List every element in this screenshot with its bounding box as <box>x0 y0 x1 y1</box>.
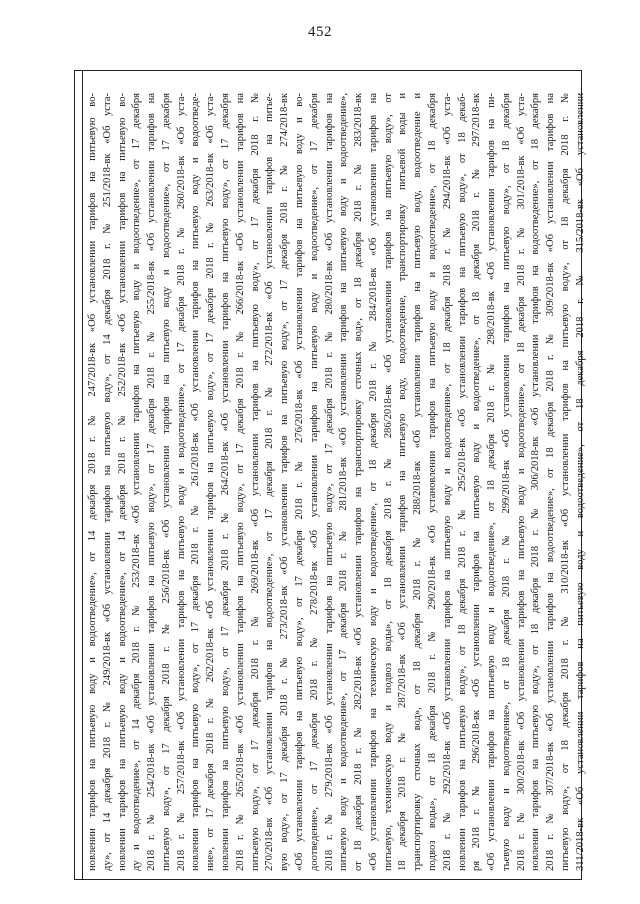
text-line: 2018 г. № 292/2018-вк «Об установлении тарифов на питьевую воду и водоотведение», от 18 декабря 2018 г. № 294/2018-вк «Об уста- <box>441 93 453 871</box>
text-line: вую воду», от 17 декабря 2018 г. № 273/2018-вк «Об установлении тарифов на питьевую воду», от 17 декабря 2018 г. № 274/2018-вк <box>279 93 291 871</box>
table-cell <box>83 71 586 879</box>
text-line: 2018 г. № 254/2018-вк «Об установлении тарифов на питьевую воду», от 17 декабря 2018 г. № 255/2018-вк «Об установлении тарифов на <box>146 93 158 871</box>
text-line: новлении тарифов на питьевую воду», от 17 декабря 2018 г. № 261/2018-вк «Об установлении тарифов на питьевую воду и водоотведе- <box>190 93 202 871</box>
text-line: 2018 г. № 265/2018-вк «Об установлении тарифов на питьевую воду», от 17 декабря 2018 г. № 266/2018-вк «Об установлении тарифов на <box>234 93 246 871</box>
text-line: 2018 г. № 307/2018-вк «Об установлении тарифов на водоотведение», от 18 декабря 2018 г. № 309/2018-вк «Об установлении тарифов на <box>545 93 557 871</box>
text-line: новлении тарифов на питьевую воду», от 17 декабря 2018 г. № 264/2018-вк «Об установлении тарифов на питьевую воду», от 17 декабря <box>220 93 232 871</box>
text-line: 2018 г. № 300/2018-вк «Об установлении тарифов на питьевую воду и водоотведение», от 18 декабря 2018 г. № 301/2018-вк «Об уста- <box>515 93 527 871</box>
rotated-paragraph <box>83 85 586 879</box>
text-line: новлении тарифов на питьевую воду и водоотведение», от 14 декабря 2018 г. № 252/2018-вк «Об установлении тарифов на питьевую во- <box>116 93 128 871</box>
table-frame <box>74 70 586 880</box>
text-line: «Об установлении тарифов на питьевую воду и водоотведение», от 18 декабря 2018 г. № 298/2018-вк «Об установлении тарифов на пи- <box>486 93 498 871</box>
text-line: питьевую воду», от 18 декабря 2018 г. № 310/2018-вк «Об установлении тарифов на питьевую воду», от 18 декабря 2018 г. № <box>560 93 571 871</box>
text-line: ние», от 17 декабря 2018 г. № 262/2018-вк «Об установлении тарифов на питьевую воду», от 17 декабря 2018 г. № 263/2018-вк «Об уста- <box>205 93 217 871</box>
text-line: «Об установлении тарифов на техническую воду и водоотведение», от 18 декабря 2018 г. № 284/2018-вк «Об установлении тарифов на <box>367 93 379 871</box>
page-number: 452 <box>308 24 332 40</box>
text-line: тьевую воду и водоотведение», от 18 декабря 2018 г. № 299/2018-вк «Об установлении тарифов на питьевую воду», от 18 декабря <box>500 93 512 871</box>
text-line: подвоз воды», от 18 декабря 2018 г. № 290/2018-вк «Об установлении тарифов на питьевую воду и водоотведение», от 18 декабря <box>426 93 438 871</box>
text-line: 270/2018-вк «Об установлении тарифов на водоотведение», от 17 декабря 2018 г. № 272/2018-вк «Об установлении тарифов на питье- <box>264 93 276 871</box>
table-left-column <box>75 71 83 879</box>
text-line: 18 декабря 2018 г. № 287/2018-вк «Об установлении тарифов на питьевую воду, водоотведение, транспортировку питьевой воды и <box>397 93 409 871</box>
text-line: от 18 декабря 2018 г. № 282/2018-вк «Об установлении тарифов на транспортировку сточных вод», от 18 декабря 2018 г. № 283/2018-вк <box>353 93 365 871</box>
text-line: доотведение», от 17 декабря 2018 г. № 278/2018-вк «Об установлении тарифов на питьевую воду и водоотведение», от 17 декабря <box>308 93 320 871</box>
text-line: транспортировку сточных вод», от 18 декабря 2018 г. № 288/2018-вк «Об установлении тарифов на питьевую воду, водоотведение и <box>412 93 424 871</box>
text-line: питьевую воду и водоотведение», от 17 декабря 2018 г. № 281/2018-вк «Об установлении тарифов на питьевую воду и водоотведение», <box>338 93 350 871</box>
text-line: новлении тарифов на питьевую воду», от 18 декабря 2018 г. № 295/2018-вк «Об установлении тарифов на питьевую воду», от 18 декаб- <box>456 93 468 871</box>
text-line: ря 2018 г. № 296/2018-вк «Об установлении тарифов на питьевую воду и водоотведение», от 18 декабря 2018 г. № 297/2018-вк <box>471 93 483 871</box>
text-line: питьевую, техническую воду и подвоз воды», от 18 декабря 2018 г. № 286/2018-вк «Об установлении тарифов на питьевую воду», от <box>382 93 394 871</box>
text-line: 2018 г. № 279/2018-вк «Об установлении тарифов на питьевую воду», от 17 декабря 2018 г. № 280/2018-вк «Об установлении тарифов на <box>323 93 335 871</box>
text-line: новлении тарифов на питьевую воду», от 18 декабря 2018 г. № 306/2018-вк «Об установлении тарифов на водоотведение», от 18 декабря <box>530 93 542 871</box>
text-line: ду и водоотведение», от 14 декабря 2018 г. № 253/2018-вк «Об установлении тарифов на питьевую воду и водоотведение», от 17 декабря <box>131 93 143 871</box>
text-line: 311/2018-вк «Об установлении тарифов на питьевую воду и водоотведение», от 18 декабря 2018 г. № 315/2018-вк «Об установлении <box>574 93 586 871</box>
text-line: питьевую воду», от 17 декабря 2018 г. № 256/2018-вк «Об установлении тарифов на питьевую воду и водоотведение», от 17 декабря <box>160 93 172 871</box>
text-line: «Об установлении тарифов на питьевую воду», от 17 декабря 2018 г. № 276/2018-вк «Об установлении тарифов на питьевую воду и во- <box>293 93 305 871</box>
text-line: новлении тарифов на питьевую воду и водоотведение», от 14 декабря 2018 г. № 247/2018-вк «Об установлении тарифов на питьевую во- <box>87 93 98 871</box>
text-line: питьевую воду», от 17 декабря 2018 г. № 269/2018-вк «Об установлении тарифов на питьевую воду», от 17 декабря 2018 г. № <box>249 93 261 871</box>
text-line: ду», от 14 декабря 2018 г. № 249/2018-вк «Об установлении тарифов на питьевую воду», от 14 декабря 2018 г. № 251/2018-вк «Об уста- <box>101 93 113 871</box>
text-line: 2018 г. № 257/2018-вк «Об установлении тарифов на питьевую воду и водоотведение», от 17 декабря 2018 г. № 260/2018-вк «Об уста- <box>175 93 187 871</box>
